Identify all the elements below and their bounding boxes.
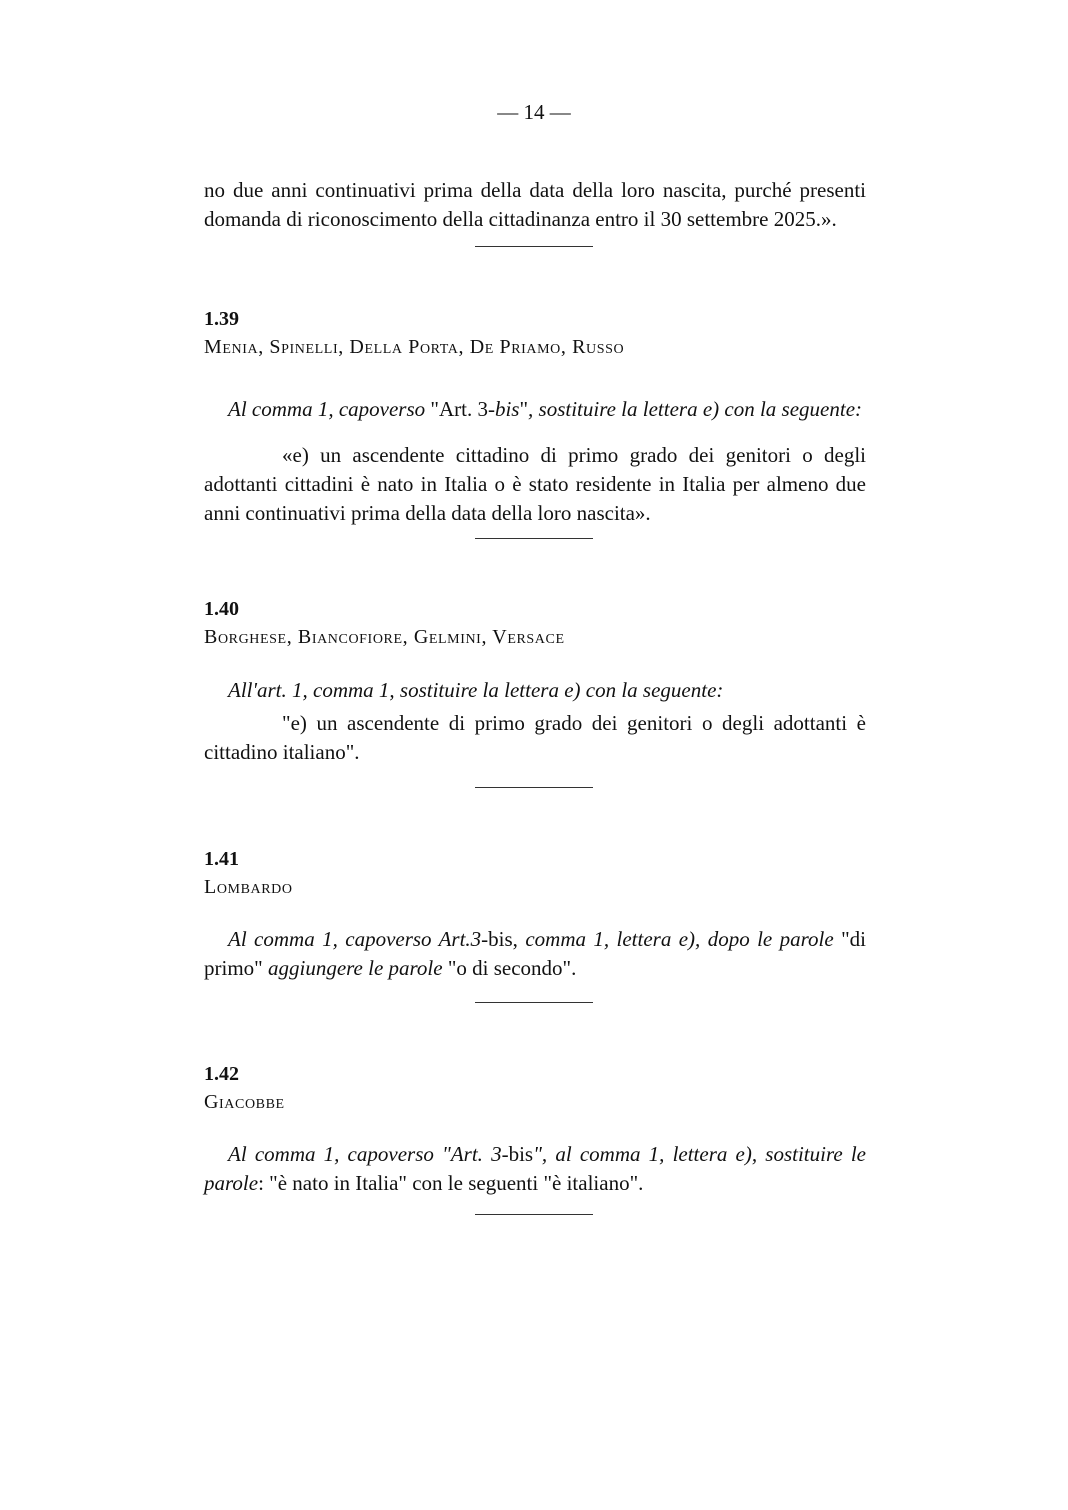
amendment-1-39 <box>204 306 866 528</box>
divider <box>475 538 593 539</box>
instruction-part: Al comma 1, capoverso "Art. 3 <box>228 1142 502 1166</box>
instruction-part: comma 1, lettera e), dopo le parole <box>525 927 842 951</box>
amendment-instruction <box>204 395 866 424</box>
amendment-number: 1.41 <box>204 848 239 870</box>
instruction-part: bis <box>494 397 520 421</box>
instruction-part: Al comma 1, capoverso Art.3 <box>228 927 482 951</box>
amendment-authors: Borghese, Biancofiore, Gelmini, Versace <box>204 626 565 648</box>
amendment-quote: "e) un ascendente di primo grado dei genitori o degli adottanti è cittadino italiano". <box>204 711 866 764</box>
instruction-part: All'art. 1, comma 1, sostituire la lettera e) con la seguente: <box>228 678 724 702</box>
divider <box>475 246 593 247</box>
instruction-part: , sostituire la lettera e) con la seguente: <box>528 397 863 421</box>
divider <box>475 1002 593 1003</box>
amendment-number: 1.42 <box>204 1063 239 1085</box>
amendment-number: 1.39 <box>204 308 239 330</box>
amendment-authors: Giacobbe <box>204 1091 285 1113</box>
divider <box>475 787 593 788</box>
amendment-instruction <box>204 1140 866 1198</box>
instruction-part: aggiungere le parole <box>267 956 448 980</box>
instruction-part: "Art. 3- <box>430 397 495 421</box>
amendment-authors: Menia, Spinelli, Della Porta, De Priamo, Russo <box>204 336 625 358</box>
intro-paragraph: no due anni continuativi prima della data della loro nascita, purché presenti domanda di riconoscimento della cittadinanza entro il 30 settembre 2025.». <box>204 178 866 231</box>
amendment-instruction <box>204 676 866 705</box>
divider <box>475 1214 593 1215</box>
intro-paragraph-block <box>204 176 866 234</box>
instruction-part: -bis <box>501 1142 534 1166</box>
instruction-part: " <box>519 397 529 421</box>
page-number: — 14 — <box>497 100 571 124</box>
amendment-1-42 <box>204 1061 866 1198</box>
instruction-part: Al comma 1, capoverso <box>228 397 431 421</box>
amendment-instruction <box>204 925 866 983</box>
amendment-number: 1.40 <box>204 598 239 620</box>
instruction-part: ", al comma 1, lettera e), sostituire le parole <box>204 1142 866 1195</box>
amendment-1-41 <box>204 846 866 983</box>
instruction-part: "o di secondo". <box>447 956 577 980</box>
instruction-part: "di primo" <box>204 927 867 980</box>
instruction-part: : "è nato in Italia" con le seguenti "è italiano". <box>258 1171 644 1195</box>
instruction-part: -bis, <box>481 927 526 951</box>
amendment-quote: «e) un ascendente cittadino di primo grado dei genitori o degli adottanti cittadini è nato in Italia o è stato residente in Italia per almeno due anni continuativi prima della data della loro nascita». <box>204 443 866 525</box>
amendment-1-40 <box>204 596 866 767</box>
amendment-authors: Lombardo <box>204 876 293 898</box>
